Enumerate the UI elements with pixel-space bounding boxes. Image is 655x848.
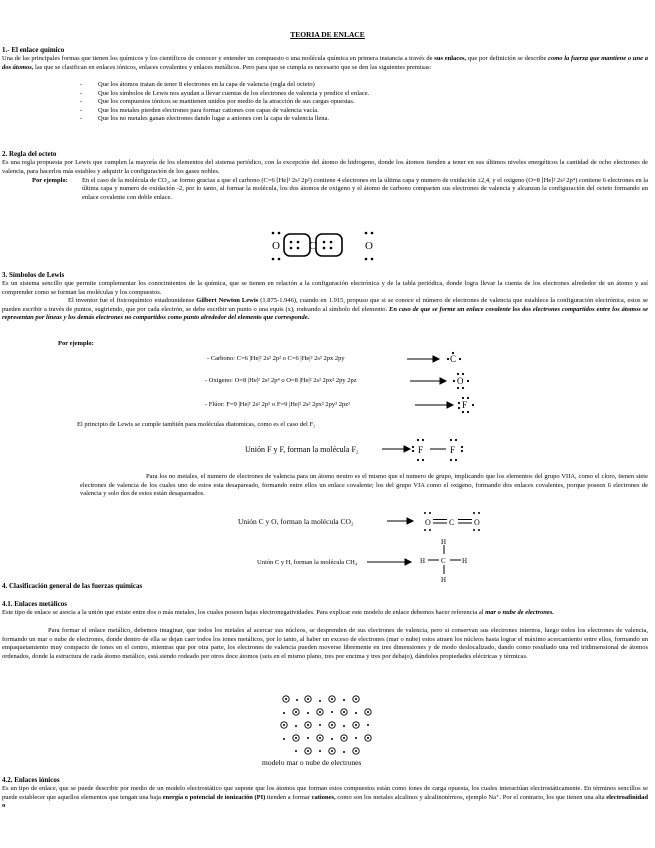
section-heading-3: 3. Símbolos de Lewis [2, 271, 65, 279]
list-item: - Que los metales pierden electrones para formar cationes con capas de valencia vacía. [80, 106, 319, 114]
nonmetals-paragraph: Para los no metales, el numero de electrones de valencia para un átomo neutro es el mismo que el numero de grupo, implicando que los elementos del grupo VIIA, como el cloro, tienen siete electrones de valencia de los cuales uno de estos esta desapareado, formando entre ellos un enlace covalente; los del grupo VIA como el oxigeno, formando dos enlaces covalentes, porque poseen 6 electrones de valencia y solo dos de estos están desapareados. [80, 473, 648, 498]
hydrogen-bottom: H [441, 576, 447, 584]
section-heading-4-1: 4.1. Enlaces metálicos [2, 600, 67, 608]
section-heading-4: 4. Clasificación general de las fuerzas químicas [2, 582, 143, 590]
diatomic-text: El principio de Lewis se cumple también para moléculas diatomicas, como es el caso del F₂ [77, 421, 316, 428]
carbon-config: - Carbono: C=6 |He|² 2s² 2p² o C=6 |He|² 2s² 2px 2py [207, 355, 345, 362]
metal-ions [281, 696, 371, 754]
oxygen-config: - Oxigeno: O=8 |He|² 2s² 2p⁴ o O=8 |He|² 2s² 2px² 2py 2pz [205, 377, 357, 384]
carbon-center: C [309, 240, 317, 252]
co2-label: Unión C y O, forman la molécula CO₂ [238, 517, 354, 526]
list-item: - Que los compuestos iónicos se mantienen unidos por medio de la atracción de sus cargas opuestas. [80, 98, 355, 106]
metallic-paragraph-1: Este tipo de enlace se asocia a la unión que existe entre dos o más metales, los cuales poseen bajas electronegatividades. Para explicar este modelo de enlace debemos hacer referencia al mar o nube de electrones. [2, 609, 554, 616]
list-item: - Que los átomos tratan de tener 8 electrones en la capa de valencia (regla del octeto) [80, 81, 315, 88]
co2-structure-diagram [385, 509, 495, 535]
bond-box-right [316, 234, 342, 256]
lewis-symbols [405, 348, 485, 418]
fluorine-right: F [450, 445, 456, 455]
oxygen-left: O [272, 240, 280, 252]
fluorine-config: - Flúor: F=9 |He|² 2s² 2p⁵ o F=9 |He|² 2s² 2px² 2py² 2pz¹ [205, 401, 351, 408]
example-label: Por ejemplo: [32, 176, 68, 184]
ionic-paragraph: Es un tipo de enlace, que se puede describir por medio de un modelo electrostático que supone que los átomos que forman estos compuestos están como iones de carga opuesta, los cuales interactúan electrostáticamente. En términos sencillos se puede establecer que aquellos elementos que tengan una baja energía o potencial de ionización (PI) tienden a formar cationes, como son los metales alcalinos y alcalinotérreos, ejemplo Na⁺. Por el contrario, los que tienen una alta electroafinidad o [2, 785, 648, 810]
ch4-structure-diagram [365, 538, 475, 586]
ch4-label: Unión C y H, forman la molécula CH₄ [257, 559, 358, 566]
example-label: Por ejemplo: [58, 340, 94, 347]
oxygen-left: O [425, 518, 431, 527]
page-title: TEORIA DE ENLACE [290, 30, 365, 39]
list-item: - Que los no metales ganan electrones dando lugar a aniones con la capa de valencia llena. [80, 115, 330, 123]
oxygen-symbol: O [457, 376, 464, 386]
hydrogen-top: H [441, 538, 447, 546]
section-1-paragraph: Una de las principales formas que tienen los químicos y los científicos de conocer y entender un compuesto o una molécula química en primera instancia a través de sus enlaces, que por definición se describe como la fuerza que mantiene o une a dos átomos, las que se clasifican en enlaces iónicos, enlaces covalentes y enlaces metálicos. Pero para que se cumpla es necesario que se den las siguientes premisas: [2, 55, 648, 71]
section-3-paragraph-1: Es un sistema sencillo que permite complementar los conocimientos de la química, que se tienen en relación a la configuración electrónica y de la tabla periódica, donde logra llevar la cuenta de los electrones alrededor de un átomo y así comprender como se forman las moléculas y los compuestos. [2, 280, 648, 296]
ion-centers [283, 698, 369, 752]
section-heading-4-2: 4.2. Enlaces iónicos [2, 776, 60, 784]
metallic-paragraph-2: Para formar el enlace metálico, debemos imaginar, que todos los metales al acercar sus núcleos, se desprenden de sus electrones de valencia, pero si conservan sus electrones internos, luego todos los electrones de valencia, formando un mar o nube de electrones, donde dentro de ella se dejan caer todos los iones metálicos, por lo tanto, al haber un exceso de electrones (mar o nube) estos atraen los núcleos hasta lograr el máximo acercamiento entre ellos, formando un empaquetamiento muy compacto de iones en el centro, mientras que por otra parte, los electrones de valencia pueden moverse libremente en tres dimensiones y de modo deslocalizado, dando como resultado una red tridimensional de átomos ordenados, donde la estructura de cada átomo metálico, está siendo rodeado por otros doce átomos (seis en el mismo plano, tres por encima y tres por debajo), dándoles propiedades eléctricas y térmicas. [2, 627, 648, 660]
section-heading-1: 1.- El enlace químico [2, 46, 65, 54]
f2-label: Unión F y F, forman la molécula F₂ [245, 445, 359, 454]
list-item: - Que los símbolos de Lewis nos ayudan a llevar cuentas de los electrones de valencia y predice el enlace. [80, 89, 370, 97]
section-heading-2: 2. Regla del octeto [2, 150, 57, 158]
carbon-symbol: C [450, 354, 457, 364]
carbon: C [441, 557, 446, 565]
oxygen-right: O [474, 518, 480, 527]
section-2-paragraph: Es una regla propuesta por Lewis que cumplen la mayoría de los elementos del sistema periódico, con la excepción del átomo de hidrogeno, donde los átomos tienden a tener en sus últimos niveles energéticos la cantidad de ocho electrones de valencia, para hacerlos más estables y adquirir la configuración de los gases nobles. [2, 159, 648, 175]
carbon: C [449, 518, 455, 527]
fluorine-symbol: F [462, 400, 468, 410]
co2-example-text: En el caso de la molécula de CO₂, se formo gracias a que el carbono (C=6 [He]² 2s² 2p²) contiene 4 electrones en la última capa y numero de oxidación ±2,4, y el oxigeno (O=8 [He]² 2s² 2p⁴) contiene 6 electrones en la última capa y numero de oxidación -2, por lo tanto, al formar la molécula, los dos átomos de oxigeno y el átomo de carbono comparten sus electrones de valencia y alcanzan la configuración del octeto formando un enlace covalente con doble enlace. [82, 176, 648, 201]
fluorine-left: F [418, 445, 424, 455]
figure-caption: modelo mar o nube de electrones [262, 758, 362, 767]
electron-sea-diagram [276, 693, 378, 757]
hydrogen-right: H [462, 557, 468, 565]
f2-lewis-diagram [380, 436, 475, 466]
section-3-paragraph-2: El inventor fue el fisicoquímico estadounidense Gilbert Newton Lewis (1.875-1.946), cuando en 1.915, propuso que si se conoce el número de electrones de valencia que establece la configuración electrónica, estos se pueden escribir a través de puntos, sugiriendo, que por cada electrón, se debe escribir un punto o una equis (x), rodeando al símbolo del elemento. En caso de que se forme un enlace covalente los dos electrones compartidos entre los átomos se representan por líneas y los demás electrones no compartidos como punto alrededor del elemento que corresponde. [2, 297, 648, 322]
hydrogen-left: H [420, 557, 426, 565]
co2-lewis-diagram [260, 225, 390, 265]
oxygen-right: O [365, 240, 373, 252]
bond-box-left [284, 234, 310, 256]
